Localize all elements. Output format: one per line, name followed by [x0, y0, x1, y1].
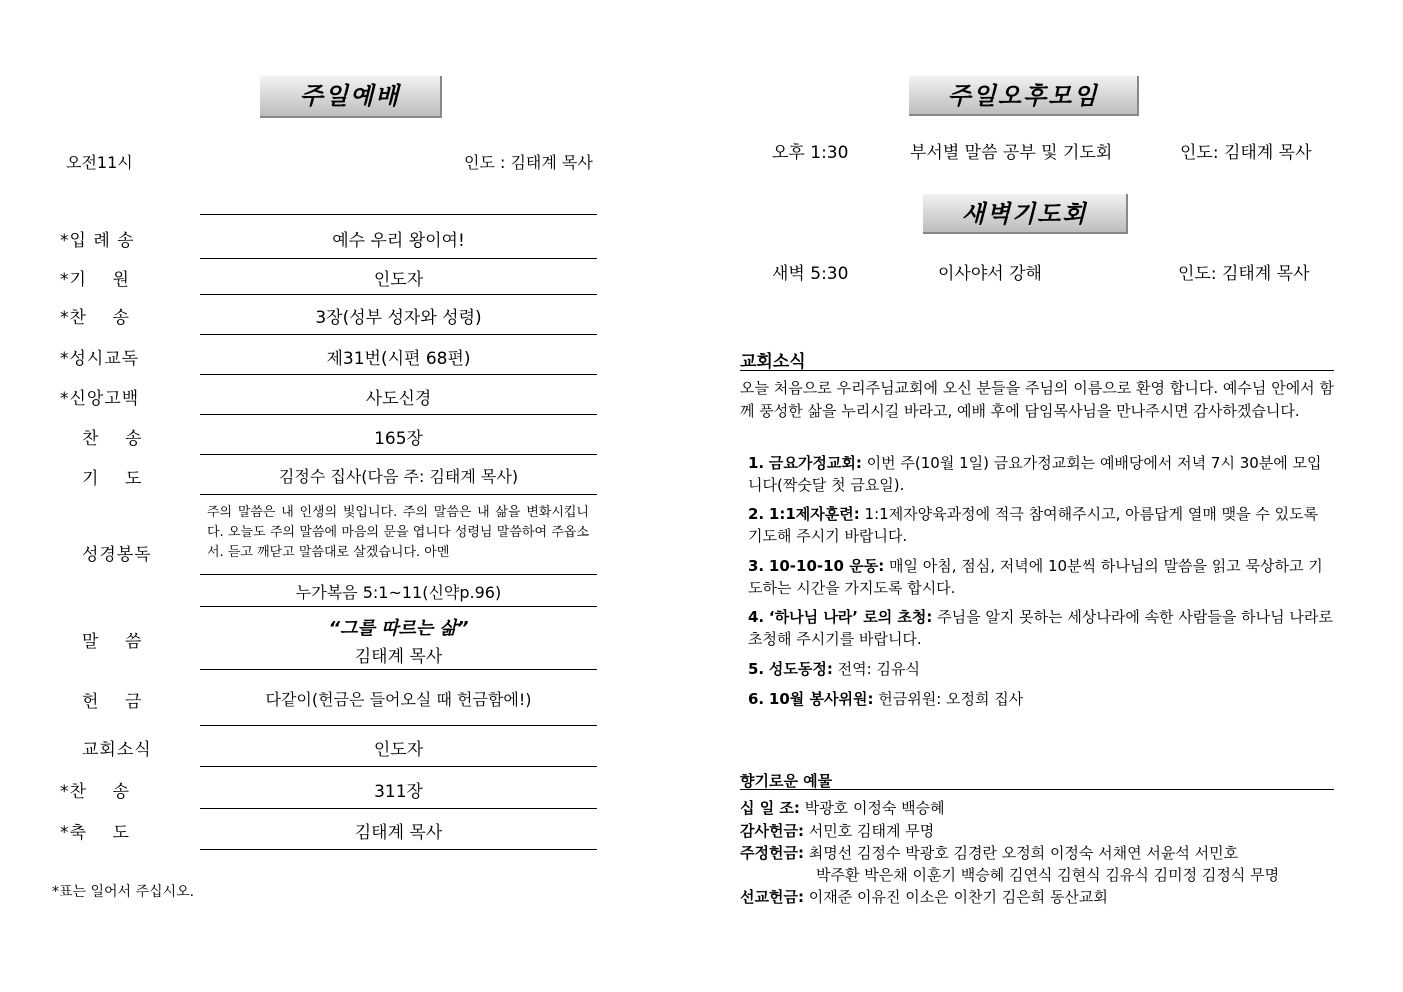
news-item: [748, 688, 1334, 710]
order-label: 기 도: [82, 469, 143, 489]
offering-label: 감사헌금:: [740, 822, 804, 840]
order-value: 311장: [374, 782, 423, 802]
table-rule: [200, 294, 597, 295]
news-item-text: 1:1제자양육과정에 적극 참여해주시고, 아름답게 열매 맺을 수 있도록 기도해 주시기 바랍니다.: [748, 505, 1319, 545]
order-label: *찬 송: [60, 782, 130, 802]
news-item-text: 이번 주(10월 1일) 금요가정교회는 예배당에서 저녁 7시 30분에 모입니다(짝숫달 첫 금요일).: [748, 454, 1322, 494]
worship-leader: 인도 : 김태계 목사: [464, 153, 593, 172]
offering-row: [740, 797, 945, 819]
worship-time: 오전11시: [66, 153, 133, 172]
order-value: 예수 우리 왕이여!: [332, 231, 465, 251]
news-item-number: 3.: [748, 557, 765, 575]
offering-names: 서민호 김태계 무명: [808, 822, 935, 840]
news-item-number: 6.: [748, 690, 765, 708]
offering-names-continued: 박주환 박은채 이훈기 백승혜 김연식 김현식 김유식 김미정 김정식 무명: [816, 866, 1280, 884]
news-item-text: 헌금위원: 오정희 집사: [878, 690, 1024, 708]
news-item-number: 1.: [748, 454, 765, 472]
news-item-head: 1:1제자훈련:: [768, 505, 860, 523]
news-item: [748, 658, 1334, 680]
order-value: 다같이(헌금은 들어오실 때 헌금함에!): [265, 690, 532, 709]
news-heading: 교회소식: [740, 352, 806, 372]
news-item-head: 성도동정:: [768, 660, 833, 678]
order-value: 3장(성부 성자와 성령): [315, 308, 482, 328]
offering-row: [740, 886, 1108, 908]
table-rule: [200, 766, 597, 767]
offering-heading: 향기로운 예물: [740, 772, 833, 790]
table-rule: [200, 849, 597, 850]
scripture-reference: 누가복음 5:1~11(신약p.96): [295, 583, 502, 602]
order-label: 찬 송: [82, 429, 143, 449]
order-label: *기 원: [60, 270, 130, 290]
sermon-title: “그를 따르는 삶”: [328, 618, 469, 639]
table-rule: [200, 258, 597, 259]
order-value: 제31번(시편 68편): [326, 349, 471, 369]
news-item-text: 매일 아침, 점심, 저녁에 10분씩 하나님의 말씀을 읽고 묵상하고 기도하는 시간을 가지도록 합시다.: [748, 557, 1323, 597]
news-item-text: 전역: 김유식: [837, 660, 920, 678]
offering-names: 이재준 이유진 이소은 이찬기 김은희 동산교회: [808, 888, 1108, 906]
order-label: *성시교독: [60, 349, 140, 369]
order-value: 인도자: [373, 270, 424, 290]
dawn-time: 새벽 5:30: [772, 264, 849, 284]
order-label: 교회소식: [82, 740, 152, 760]
table-rule: [200, 214, 597, 215]
offering-row: [740, 820, 934, 842]
afternoon-desc: 부서별 말씀 공부 및 기도회: [910, 143, 1113, 163]
order-value: 165장: [374, 429, 423, 449]
table-rule: [200, 494, 597, 495]
offering-rule: [740, 789, 1334, 790]
order-value: 김태계 목사: [354, 823, 443, 843]
order-label: 헌 금: [82, 692, 143, 712]
offering-names: 최명선 김정수 박광호 김경란 오정희 이정숙 서채연 서윤석 서민호: [808, 844, 1239, 862]
news-rule: [740, 370, 1334, 371]
footnote: *표는 일어서 주십시오.: [52, 884, 195, 900]
offering-row: [740, 842, 1238, 864]
news-item: [748, 606, 1334, 650]
table-rule: [200, 414, 597, 415]
dawn-title: 새벽기도회: [923, 194, 1128, 234]
order-value: 김정수 집사(다음 주: 김태계 목사): [278, 467, 519, 486]
worship-title: 주일예배: [260, 76, 442, 118]
order-value: 사도신경: [365, 389, 432, 409]
news-item-text: 주님을 알지 못하는 세상나라에 속한 사람들을 하나님 나라로 초청해 주시기를 바랍니다.: [748, 608, 1333, 648]
table-rule: [200, 669, 597, 670]
news-intro: 오늘 처음으로 우리주님교회에 오신 분들을 주님의 이름으로 환영 합니다. 예수님 안에서 함께 풍성한 삶을 누리시길 바라고, 예배 후에 담임목사님을 만나주시면 감사하겠습니다.: [740, 379, 1334, 420]
table-rule: [200, 334, 597, 335]
news-item-head: ‘하나님 나라’ 로의 초청:: [768, 608, 933, 626]
afternoon-leader: 인도: 김태계 목사: [1180, 143, 1312, 163]
news-item-number: 5.: [748, 660, 765, 678]
afternoon-time: 오후 1:30: [772, 143, 849, 163]
dawn-leader: 인도: 김태계 목사: [1178, 264, 1310, 284]
news-item-head: 금요가정교회:: [768, 454, 862, 472]
news-item: [748, 452, 1334, 496]
news-item-head: 10-10-10 운동:: [768, 557, 885, 575]
order-label: *축 도: [60, 823, 130, 843]
dawn-desc: 이사야서 강해: [938, 264, 1042, 284]
scripture-prayer: 주의 말씀은 내 인생의 빛입니다. 주의 말씀은 내 삶을 변화시킵니다. 오늘도 주의 말씀에 마음의 문을 엽니다 성령님 말씀하여 주옵소서. 듣고 깨닫고 말씀대로 살겠습니다. 아멘: [207, 505, 589, 560]
order-label: *찬 송: [60, 308, 130, 328]
offering-label: 주정헌금:: [740, 844, 804, 862]
order-label: *신앙고백: [60, 389, 140, 409]
news-item-head: 10월 봉사위원:: [768, 690, 874, 708]
table-rule: [200, 808, 597, 809]
order-value: 인도자: [373, 740, 424, 760]
news-item-number: 2.: [748, 505, 765, 523]
offering-names: 박광호 이정숙 백승혜: [804, 799, 945, 817]
table-rule: [200, 574, 597, 575]
offering-label: 선교헌금:: [740, 888, 804, 906]
news-item: [748, 555, 1334, 599]
order-label: 성경봉독: [82, 545, 152, 565]
afternoon-title: 주일오후모임: [909, 76, 1139, 116]
order-label: 말 씀: [82, 632, 143, 652]
table-rule: [200, 374, 597, 375]
offering-label: 십 일 조:: [740, 799, 800, 817]
table-rule: [200, 606, 597, 607]
sermon-preacher: 김태계 목사: [354, 647, 443, 667]
news-item-number: 4.: [748, 608, 765, 626]
order-label: *입 례 송: [60, 231, 135, 251]
news-item: [748, 503, 1334, 547]
table-rule: [200, 725, 597, 726]
table-rule: [200, 454, 597, 455]
